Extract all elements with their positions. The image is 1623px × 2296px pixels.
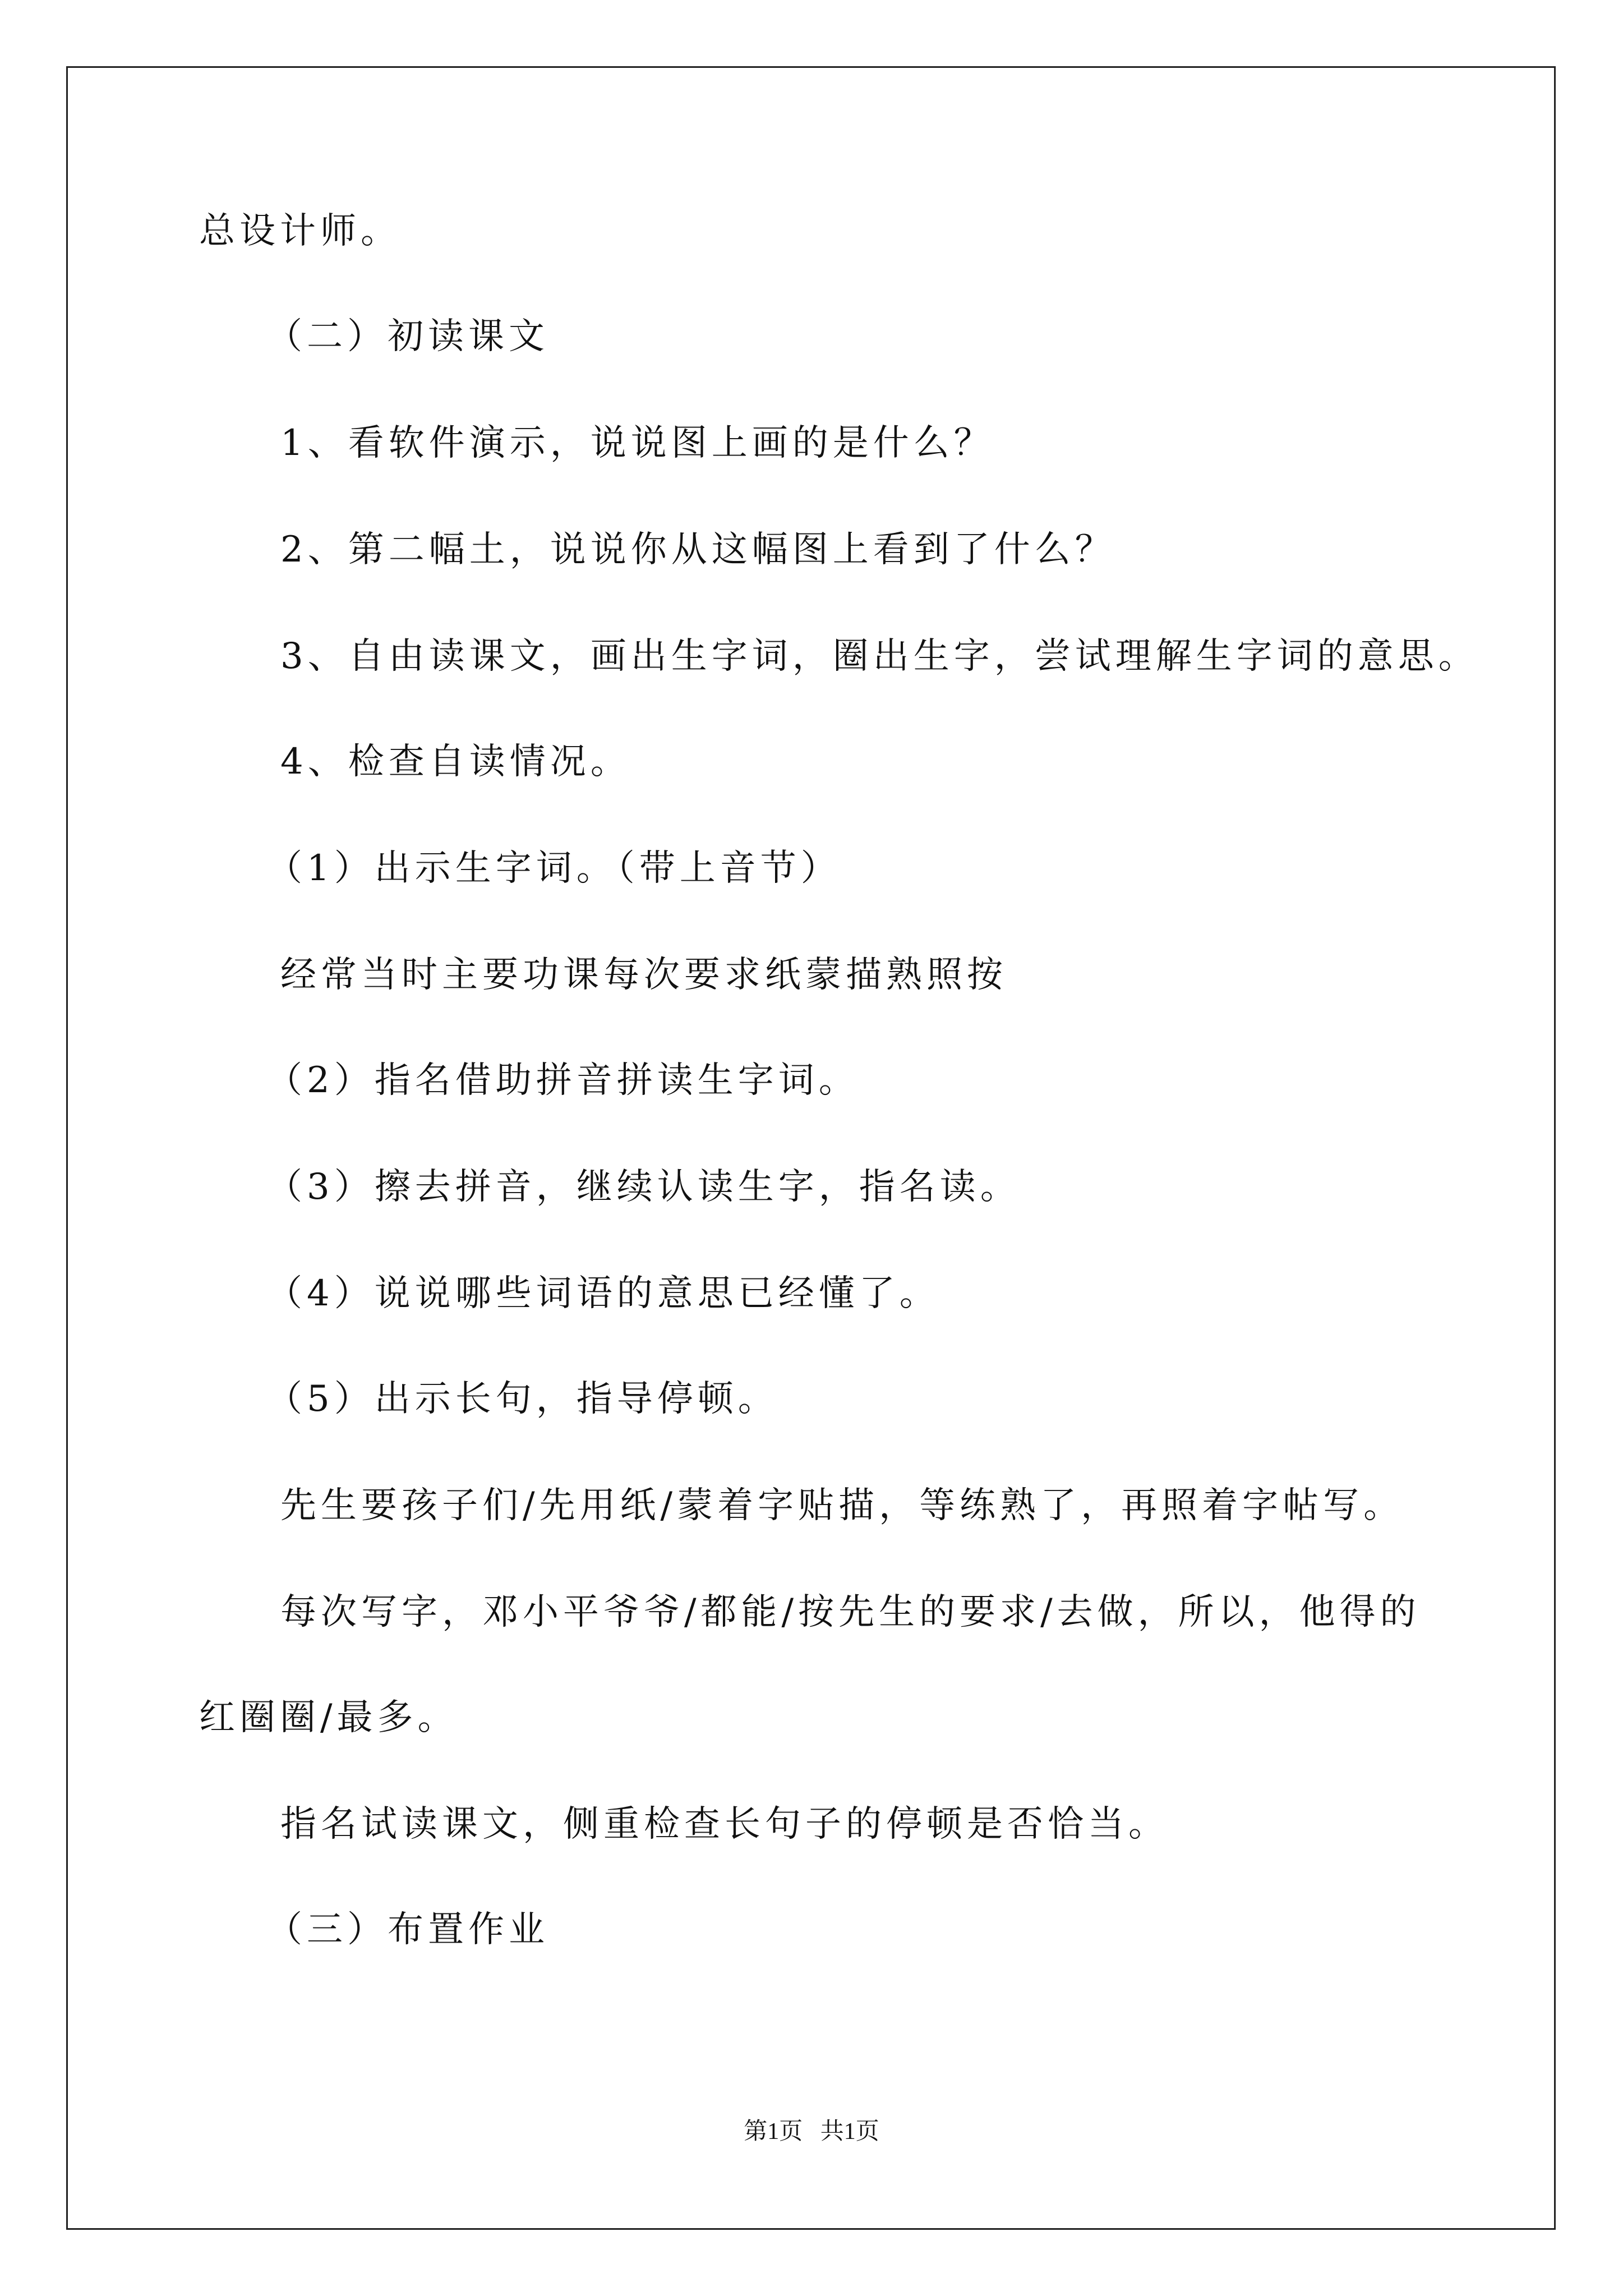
page-border [66, 66, 1556, 2230]
section-heading: （二）初读课文 [266, 316, 549, 357]
text-line: 红圈圈/最多。 [199, 1697, 458, 1738]
section-heading: （三）布置作业 [266, 1909, 549, 1950]
text-line: （5）出示长句，指导停顿。 [266, 1378, 778, 1420]
text-line: 总设计师。 [199, 210, 401, 252]
text-line: （4）说说哪些词语的意思已经懂了。 [266, 1273, 940, 1314]
text-line: 先生要孩子们/先用纸/蒙着字贴描，等练熟了，再照着字帖写。 [280, 1485, 1404, 1526]
text-line: 每次写字，邓小平爷爷/都能/按先生的要求/去做，所以，他得的 [280, 1591, 1421, 1633]
text-line: （3）擦去拼音，继续认读生字，指名读。 [266, 1166, 1021, 1208]
text-line: 3、自由读课文，画出生字词，圈出生字，尝试理解生字词的意思。 [280, 636, 1479, 677]
text-line: 经常当时主要功课每次要求纸蒙描熟照按 [280, 954, 1007, 996]
page-footer: 第1页 共1页 [744, 2119, 879, 2145]
text-line: 1、看软件演示，说说图上画的是什么？ [280, 422, 994, 464]
text-line: （2）指名借助拼音拼读生字词。 [266, 1060, 859, 1101]
text-line: 指名试读课文，侧重检查长句子的停顿是否恰当。 [280, 1803, 1169, 1845]
text-line: 2、第二幅土，说说你从这幅图上看到了什么？ [280, 529, 1115, 570]
text-line: 4、检查自读情况。 [280, 741, 631, 783]
text-line: （1）出示生字词。（带上音节） [266, 848, 841, 889]
